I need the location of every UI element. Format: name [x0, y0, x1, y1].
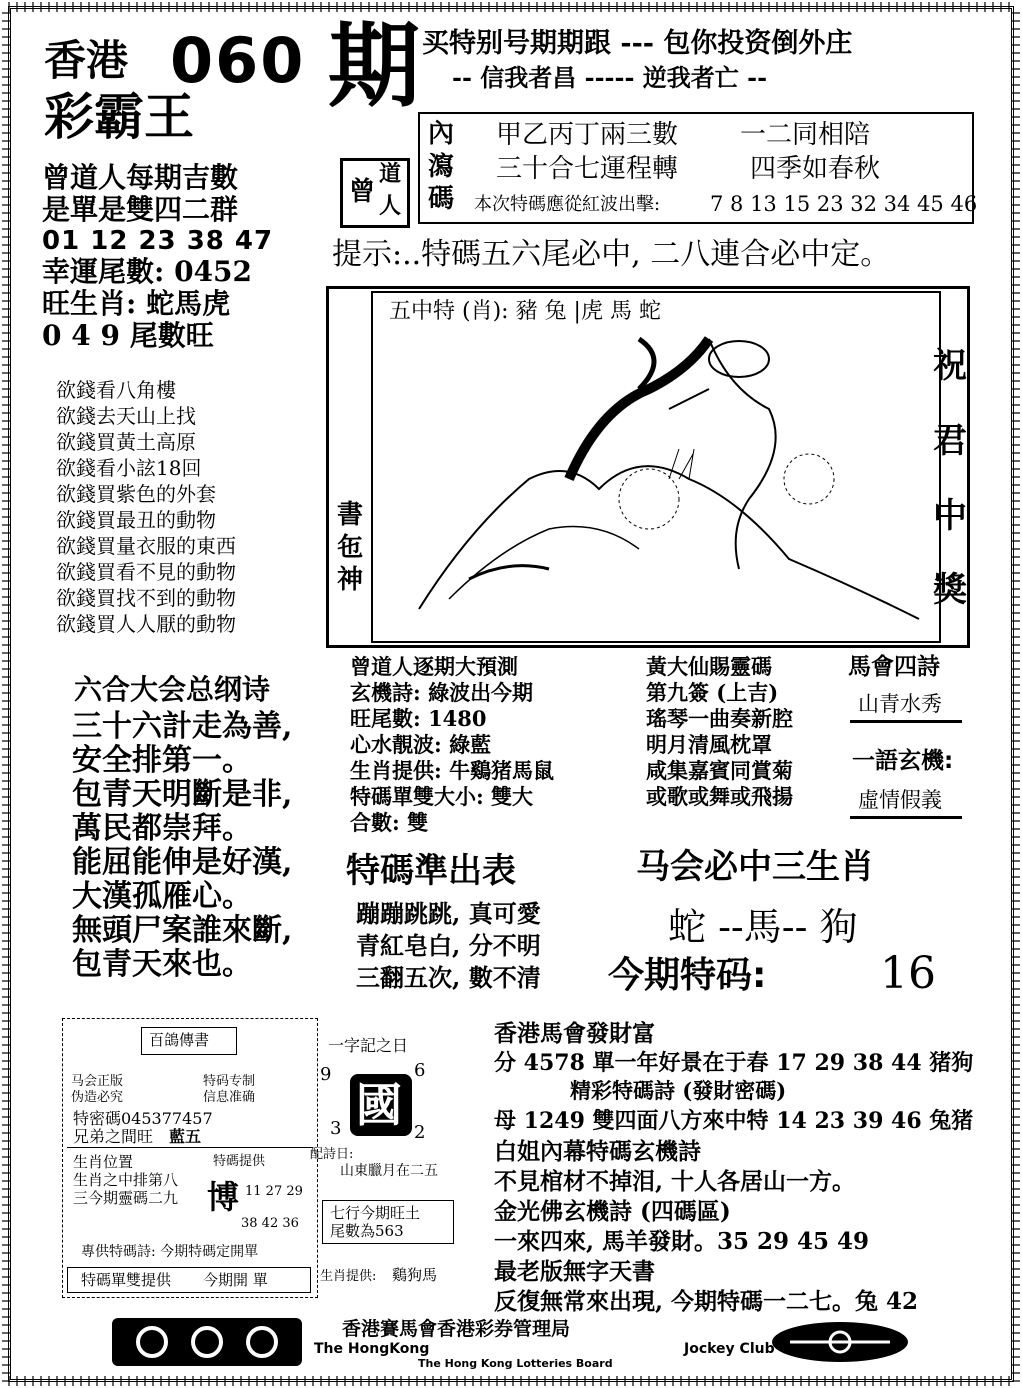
brand-title: 彩霸王 [44, 88, 194, 146]
baige-b1: 特码专制 [203, 1074, 256, 1089]
rb-line: 不見棺材不掉泪, 十人各居山一方。 [494, 1168, 856, 1195]
huang-line: 咸集嘉賓同賞菊 [646, 758, 793, 783]
baige-code: 特密碼045377457 [73, 1109, 213, 1128]
baige-title: 百鴿傳書 [149, 1031, 210, 1049]
yizi-n9: 9 [320, 1064, 332, 1085]
poem-line: 三十六計走為善, [72, 709, 293, 744]
baige-bo: 博 [207, 1178, 240, 1216]
left-line6: 0 4 9 尾數旺 [42, 319, 214, 352]
issue-number: 060 [170, 24, 306, 97]
neima-tag: 內 瀉 碼 [427, 119, 454, 214]
neima-box [418, 112, 978, 224]
yizi-sx2: 鷄狗馬 [392, 1266, 438, 1284]
list-item: 欲錢買看不見的動物 [56, 560, 236, 584]
huang-line: 或歌或舞或飛揚 [646, 784, 793, 809]
yizi-title: 一字記之日 [328, 1036, 409, 1055]
huang-line: 瑤琴一曲奏新腔 [646, 706, 793, 731]
mahui-value: 山青水秀 [858, 692, 942, 716]
baige-box [62, 1018, 318, 1298]
baige-a2: 伪造必究 [71, 1090, 124, 1105]
predict-line: 心水靚波: 綠藍 [350, 732, 492, 757]
border-pattern-left [2, 6, 10, 1382]
issue-qi: 期 [328, 12, 421, 120]
left-line5: 旺生肖: 蛇馬虎 [42, 287, 231, 320]
poem-line: 無頭尸案誰來斷, [72, 913, 293, 948]
rb-line: 母 1249 雙四面八方來中特 14 23 39 46 兔猪 [494, 1108, 974, 1134]
predict-line: 旺尾數: 1480 [350, 706, 487, 731]
list-item: 欲錢看八角樓 [56, 378, 176, 402]
baige-poem: 專供特碼詩: 今期特碼定開單 [81, 1244, 259, 1260]
yizi-n3: 3 [330, 1118, 342, 1139]
yizi-n6: 6 [414, 1060, 426, 1081]
list-item: 欲錢買最丑的動物 [56, 508, 216, 532]
baige-xd2: 藍五 [169, 1127, 202, 1146]
huang-line: 第九簽 (上吉) [646, 680, 779, 705]
yizi-pj: 配詩日: [310, 1147, 354, 1162]
picture-left-vertical: 書 㐌 神 [336, 500, 363, 595]
rb-line: 精彩特碼詩 (發財密碼) [570, 1078, 787, 1103]
yiyu-underline [850, 816, 962, 819]
tema-line: 蹦蹦跳跳, 真可愛 [356, 899, 541, 928]
predict-line: 生肖提供: 牛鷄猪馬鼠 [350, 758, 555, 783]
neima-line2b: 四季如春秋 [750, 154, 881, 184]
yizi-pj2: 山東臘月在二五 [340, 1163, 438, 1179]
neima-line1a: 甲乙丙丁兩三數 [496, 120, 679, 150]
left-line4: 幸運尾數: 0452 [42, 255, 253, 288]
tema-label: 今期特码: [608, 955, 767, 996]
header-hk: 香港 [44, 36, 129, 85]
poem-line: 包青天來也。 [72, 947, 252, 982]
list-item: 欲錢買找不到的動物 [56, 586, 236, 610]
tema-line: 三翻五次, 數不清 [356, 963, 541, 992]
rb-line: 反復無常來出現, 今期特碼一二七。兔 42 [494, 1288, 919, 1315]
footer-en1: The HongKong [314, 1341, 430, 1357]
footer-en3: The Hong Kong Lotteries Board [418, 1357, 613, 1370]
list-item: 欲錢去天山上找 [56, 404, 196, 428]
rb-line: 一來四來, 馬羊發財。35 29 45 49 [494, 1228, 870, 1255]
list-item: 欲錢買黃土高原 [56, 430, 196, 454]
mahui-underline [850, 720, 962, 723]
border-pattern-bottom [8, 1376, 1014, 1386]
huang-line: 黃大仙賜靈碼 [646, 654, 772, 679]
baige-s1: 生肖位置 [73, 1153, 134, 1171]
tema-number: 16 [880, 948, 936, 999]
huang-line: 明月清風枕罩 [646, 732, 772, 757]
seal-char: 曾 [349, 177, 376, 207]
list-item: 欲錢買人人厭的動物 [56, 612, 236, 636]
baige-b2: 信息准确 [203, 1090, 256, 1105]
seal-char: 道 [379, 161, 402, 187]
left-line1: 曾道人每期吉數 [42, 161, 239, 194]
slogan-2: -- 信我者昌 ----- 逆我者亡 -- [452, 63, 768, 92]
rb-line: 白姐內幕特碼玄機詩 [494, 1138, 701, 1165]
tema-line: 青紅皂白, 分不明 [356, 931, 541, 960]
poem-title: 六合大会总纲诗 [74, 673, 271, 706]
slogan-1: 买特别号期期跟 --- 包你投资倒外庄 [422, 28, 853, 59]
neima-line3: 本次特碼應從紅波出擊: [474, 194, 661, 215]
baige-ds2: 今期開 單 [203, 1271, 268, 1289]
picture-right-vertical: 祝 君 中 獎 [933, 346, 967, 611]
lotteries-logo [770, 1320, 910, 1364]
border-pattern-right [1012, 6, 1020, 1382]
picture-frame [326, 286, 970, 648]
yizi-qx1: 七行今期旺土 [330, 1204, 421, 1222]
san-animals: 蛇 --馬-- 狗 [668, 905, 858, 949]
baige-tg: 特碼提供 [213, 1154, 266, 1169]
rb-line: 金光佛玄機詩 (四碼區) [494, 1198, 731, 1225]
predict-line: 曾道人逐期大預測 [350, 654, 518, 679]
border-pattern-top [8, 2, 1014, 12]
mahui-title: 馬會四詩 [848, 654, 940, 680]
divider [67, 1147, 313, 1148]
baige-s3: 三今期靈碼二九 [73, 1189, 179, 1207]
footer-cn: 香港賽馬會香港彩券管理局 [342, 1318, 571, 1340]
poem-line: 萬民都崇拜。 [72, 811, 252, 846]
predict-line: 特碼單雙大小: 雙大 [350, 784, 534, 809]
tema-title: 特碼準出表 [346, 851, 516, 891]
neima-numbers: 7 8 13 15 23 32 34 45 46 [710, 192, 978, 216]
baige-ds: 特碼單雙提供 [81, 1271, 172, 1289]
list-item: 欲錢看小詃18回 [56, 456, 202, 480]
hint-line: 提示:..特碼五六尾必中, 二八連合必中定。 [332, 237, 891, 272]
yizi-qx2: 尾數為563 [330, 1222, 404, 1240]
baige-s2: 生肖之中排第八 [73, 1171, 179, 1189]
neima-line2a: 三十合七運程轉 [496, 154, 679, 184]
rb-line: 分 4578 單一年好景在于春 17 29 38 44 猪狗 [494, 1050, 974, 1076]
san-title: 马会必中三生肖 [636, 847, 874, 887]
seal-char: 人 [379, 193, 402, 219]
predict-line: 玄機詩: 綠波出今期 [350, 680, 534, 705]
yizi-char: 國 [356, 1078, 402, 1132]
footer-en2: Jockey Club [684, 1341, 775, 1357]
left-line3: 01 12 23 38 47 [42, 226, 274, 256]
yizi-n2: 2 [414, 1122, 426, 1143]
list-item: 欲錢買量衣服的東西 [56, 534, 236, 558]
baige-nums1: 11 27 29 [245, 1184, 303, 1199]
yiyu-title: 一語玄機: [852, 748, 954, 774]
poem-line: 能屈能伸是好漢, [72, 845, 293, 880]
baige-nums2: 38 42 36 [241, 1216, 299, 1231]
baige-a1: 马会正版 [71, 1074, 124, 1089]
seal-stamp [340, 158, 410, 228]
neima-line1b: 一二同相陪 [740, 120, 871, 150]
hkjc-logo [112, 1318, 302, 1366]
poem-line: 安全排第一。 [72, 743, 252, 778]
poem-line: 大漢孤雁心。 [72, 879, 252, 914]
baige-xd: 兄弟之間旺 [73, 1127, 154, 1146]
rb-line: 最老版無字天書 [494, 1258, 655, 1285]
picture-caption: 五中特 (肖): 豬 兔 |虎 馬 蛇 [389, 299, 661, 324]
yiyu-value: 虛情假義 [858, 788, 942, 812]
list-item: 欲錢買紫色的外套 [56, 482, 216, 506]
rb-line: 香港馬會發財富 [494, 1020, 655, 1047]
pine-crane-illustration [409, 329, 929, 629]
left-line2: 是單是雙四二群 [42, 193, 239, 226]
predict-line: 合數: 雙 [350, 810, 429, 835]
yizi-sx: 生肖提供: [320, 1269, 377, 1284]
poem-line: 包青天明斷是非, [72, 777, 293, 812]
